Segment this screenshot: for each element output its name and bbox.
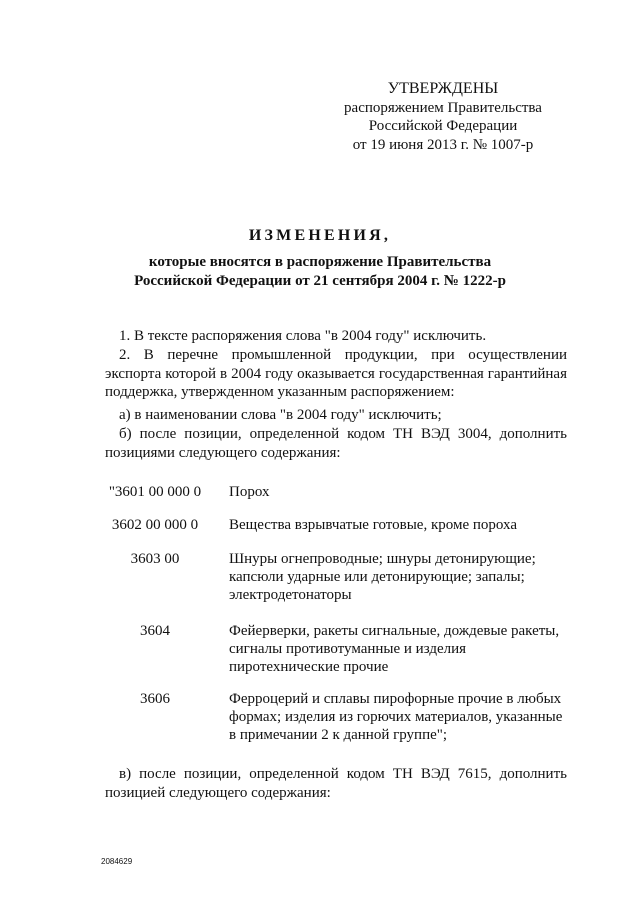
paragraph-1: 1. В тексте распоряжения слова "в 2004 году" исключить. xyxy=(119,328,487,344)
item-description: Фейерверки, ракеты сигнальные, дождевые ракеты, сигналы противотуманные и изделия пиротехнические прочие xyxy=(229,623,560,675)
item-description: Вещества взрывчатые готовые, кроме пороха xyxy=(229,517,517,533)
item-code: "3601 00 000 0 xyxy=(108,484,202,500)
item-code: 3602 00 000 0 xyxy=(111,517,199,533)
item-code: 3606 xyxy=(140,691,170,707)
subtitle-line: Российской Федерации от 21 сентября 2004 г. № 1222-р xyxy=(134,272,506,289)
document-number: 2084629 xyxy=(101,857,133,866)
paragraph-2b: б) после позиции, определенной кодом ТН ВЭД 3004, дополнить позициями следующего содержания: xyxy=(105,426,567,461)
item-code: 3603 00 xyxy=(130,551,180,567)
approval-date-line: от 19 июня 2013 г. № 1007-р xyxy=(352,136,534,153)
paragraph-2a: а) в наименовании слова "в 2004 году" исключить; xyxy=(119,407,442,423)
approval-line: Российской Федерации xyxy=(368,118,518,134)
paragraph-2v: в) после позиции, определенной кодом ТН ВЭД 7615, дополнить позицией следующего содержания: xyxy=(105,766,567,801)
approval-line: распоряжением Правительства xyxy=(344,99,542,116)
paragraph-2: 2. В перечне промышленной продукции, при осуществлении экспорта которой в 2004 году оказывается государственная гарантийная поддержка, утвержденном указанным распоряжением: xyxy=(105,347,567,400)
item-description: Шнуры огнепроводные; шнуры детонирующие; капсюли ударные или детонирующие; запалы; электродетонаторы xyxy=(229,551,536,603)
approval-heading: УТВЕРЖДЕНЫ xyxy=(387,80,499,97)
item-code: 3604 xyxy=(140,623,170,639)
document-subtitle xyxy=(0,253,640,290)
document-title: ИЗМЕНЕНИЯ, xyxy=(248,227,392,244)
approval-block xyxy=(330,80,556,154)
item-description: Ферроцерий и сплавы пирофорные прочие в любых формах; изделия из горючих материалов, указанные в примечании 2 к данной группе"; xyxy=(229,691,563,743)
subtitle-line: которые вносятся в распоряжение Правительства xyxy=(148,254,492,270)
item-description: Порох xyxy=(229,484,270,500)
